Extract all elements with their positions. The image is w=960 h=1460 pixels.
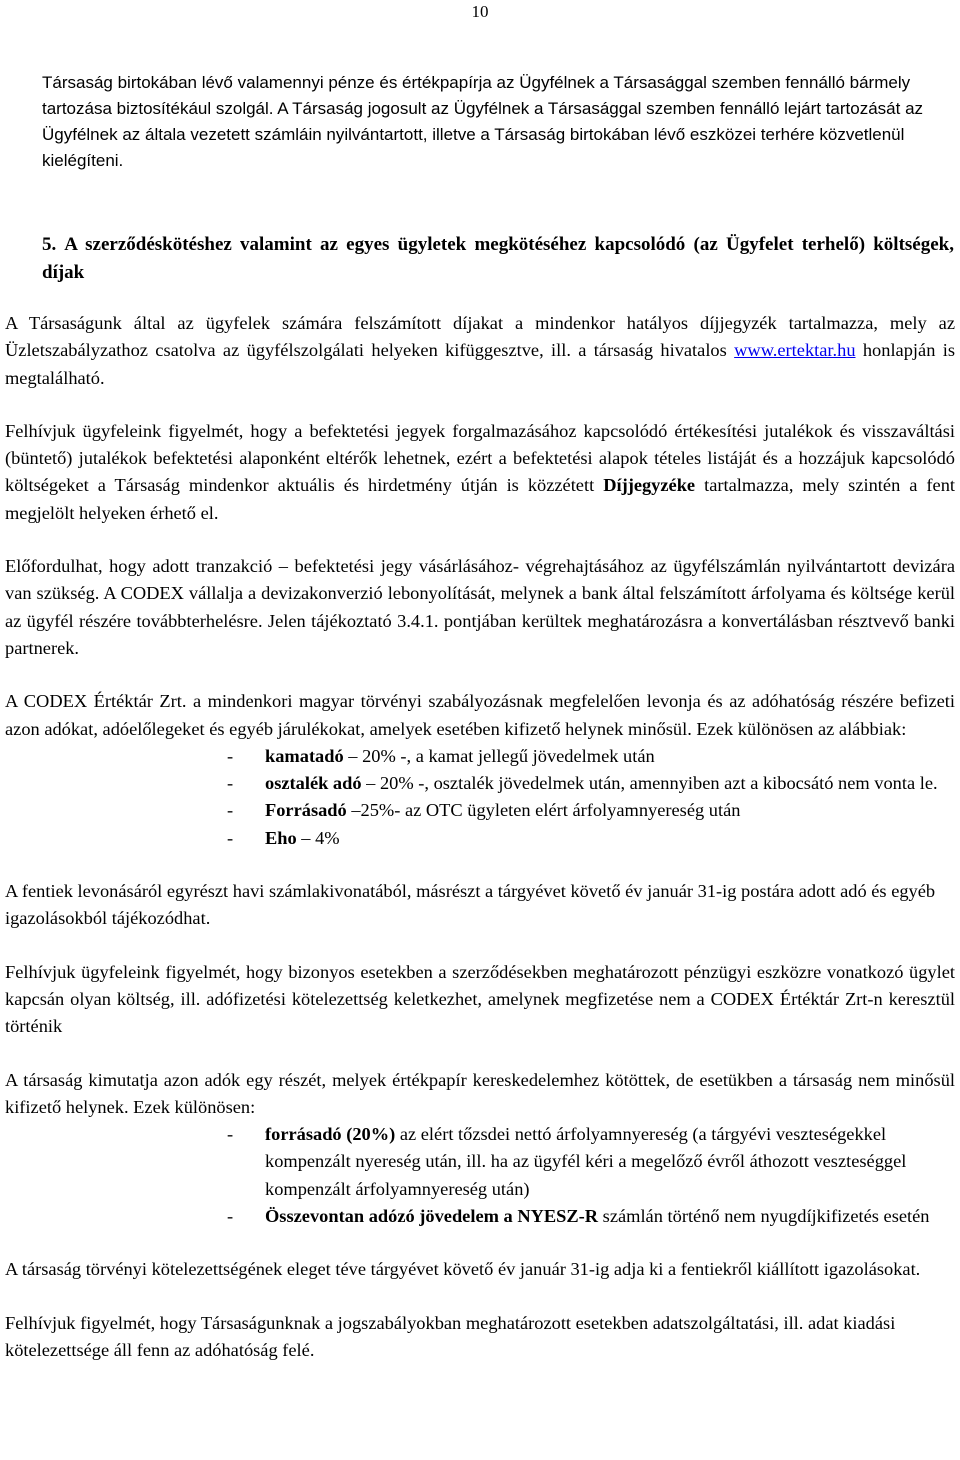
list-item: [5, 1121, 955, 1203]
tax-name: Összevontan adózó jövedelem a NYESZ-R: [265, 1206, 599, 1227]
external-costs-paragraph: Felhívjuk ügyfeleink figyelmét, hogy bizonyos esetekben a szerződésekben meghatározott pénzügyi eszközre vonatkozó ügylet kapcsán olyan költség, ill. adófizetési kötelezettség keletkezhet, amelynek megfizetése nem a CODEX Értéktár Zrt-n keresztül történik: [5, 961, 955, 1037]
website-link[interactable]: www.ertektar.hu: [734, 340, 856, 361]
commission-text: Felhívjuk ügyfeleink figyelmét, hogy a befektetési jegyek forgalmazásához kapcsolódó értékesítési jutalékok és visszaváltási (büntető) jutalékok befektetési alaponként eltérők lehetnek, ezért a befektetési alapok tételes listáját és a hozzájuk kapcsolódó költségeket a Társaság mindenkor aktuális és hirdetmény útján is közzétett: [5, 420, 955, 496]
list-item: [5, 797, 955, 824]
section-number: 5.: [42, 234, 57, 255]
tax-desc: számlán történő nem nyugdíjkifizetés esetén: [598, 1206, 930, 1227]
commission-text-tail: tartalmazza, mely szintén a fent megjelölt helyeken érhető el.: [5, 475, 955, 523]
withheld-tax-list: [5, 743, 955, 852]
tax-desc: az elért tőzsdei nettó árfolyamnyereség (a tárgyévi veszteségekkel kompenzált nyereség után, ill. ha az ügyfél kéri a megelőző évről áthozott veszteséggel kompenzált árfolyamnyereség után): [265, 1124, 907, 1199]
tax-name: Forrásadó: [265, 800, 347, 821]
list-dash: -: [227, 745, 234, 766]
tax-desc: –25%- az OTC ügyleten elért árfolyamnyereség után: [346, 800, 741, 821]
tax-name: Eho: [265, 827, 297, 848]
list-item: [5, 825, 955, 852]
reported-taxes-paragraph: A társaság kimutatja azon adók egy részét, melyek értékpapír kereskedelemhez kötöttek, de esetükben a társaság nem minősül kifizető helynek. Ezek különösen:: [5, 1069, 955, 1117]
page-number: 10: [471, 2, 489, 21]
list-item: [5, 743, 955, 770]
commission-paragraph: [5, 418, 955, 527]
document-body: [5, 310, 955, 1390]
tax-name: forrásadó (20%): [265, 1124, 396, 1145]
list-dash: -: [227, 800, 234, 821]
fees-text: A Társaságunk által az ügyfelek számára felszámított díjakat a mindenkor hatályos díjjegyzék tartalmazza, mely az Üzletszabályzathoz csatolva az ügyfélszolgálati helyeken kifüggesztve, ill. a társaság hivatalos: [5, 313, 955, 361]
statement-paragraph: A fentiek levonásáról egyrészt havi számlakivonatából, másrészt a tárgyévet követő év január 31-ig postára adott adó és egyéb igazolásokból tájékozódhat.: [5, 881, 936, 929]
list-dash: -: [227, 1206, 234, 1227]
tax-desc: – 20% -, a kamat jellegű jövedelmek után: [343, 745, 655, 766]
list-dash: -: [227, 827, 234, 848]
tax-withholding-paragraph: A CODEX Értéktár Zrt. a mindenkori magyar törvényi szabályozásnak megfelelően levonja és az adóhatóság részére befizeti azon adókat, adóelőlegeket és egyéb járulékokat, amelyek esetében kifizető helynek minősül. Ezek különösen az alábbiak:: [5, 691, 955, 739]
list-item: [5, 1203, 955, 1230]
tax-name: kamatadó: [265, 745, 344, 766]
list-dash: -: [227, 1124, 234, 1145]
data-provision-paragraph: Felhívjuk figyelmét, hogy Társaságunknak a jogszabályokban meghatározott esetekben adatszolgáltatási, ill. adat kiadási kötelezettsége áll fenn az adóhatóság felé.: [5, 1312, 896, 1360]
fx-paragraph: Előfordulhat, hogy adott tranzakció – befektetési jegy vásárlásához- végrehajtásához az ügyfélszámlán nyilvántartott devizára van szükség. A CODEX vállalja a devizakonverzió lebonyolítását, melynek a bank által felszámított árfolyama és költsége kerül az ügyfél részére továbbterhelésre. Jelen tájékoztató 3.4.1. pontjában kerültek meghatározásra a konvertálásban résztvevő banki partnerek.: [5, 556, 955, 658]
certificates-paragraph: A társaság törvényi kötelezettségének eleget téve tárgyévet követő év január 31-ig adja ki a fentiekről kiállított igazolásokat.: [5, 1259, 921, 1280]
list-item: [5, 770, 955, 797]
section-heading: [42, 231, 954, 287]
reported-tax-list: [5, 1121, 955, 1230]
list-dash: -: [227, 773, 234, 794]
fee-schedule-term: Díjjegyzéke: [603, 475, 696, 496]
section-title: A szerződéskötéshez valamint az egyes ügyletek megkötéséhez kapcsolódó (az Ügyfelet terhelő) költségek, díjak: [42, 234, 954, 283]
tax-desc: – 20% -, osztalék jövedelmek után, amennyiben azt a kibocsátó nem vonta le.: [361, 773, 938, 794]
tax-name: osztalék adó: [265, 773, 362, 794]
fees-text-tail: honlapján is megtalálható.: [5, 340, 955, 388]
intro-paragraph: Társaság birtokában lévő valamennyi pénze és értékpapírja az Ügyfélnek a Társasággal szemben fennálló bármely tartozása biztosítékául szolgál. A Társaság jogosult az Ügyfélnek a Társasággal szemben fennálló lejárt tartozását az Ügyfélnek az általa vezetett számláin nyilvántartott, illetve a Társaság birtokában lévő eszközei terhére közvetlenül kielégíteni.: [42, 73, 924, 170]
tax-desc: – 4%: [296, 827, 340, 848]
fees-paragraph: [5, 310, 955, 392]
